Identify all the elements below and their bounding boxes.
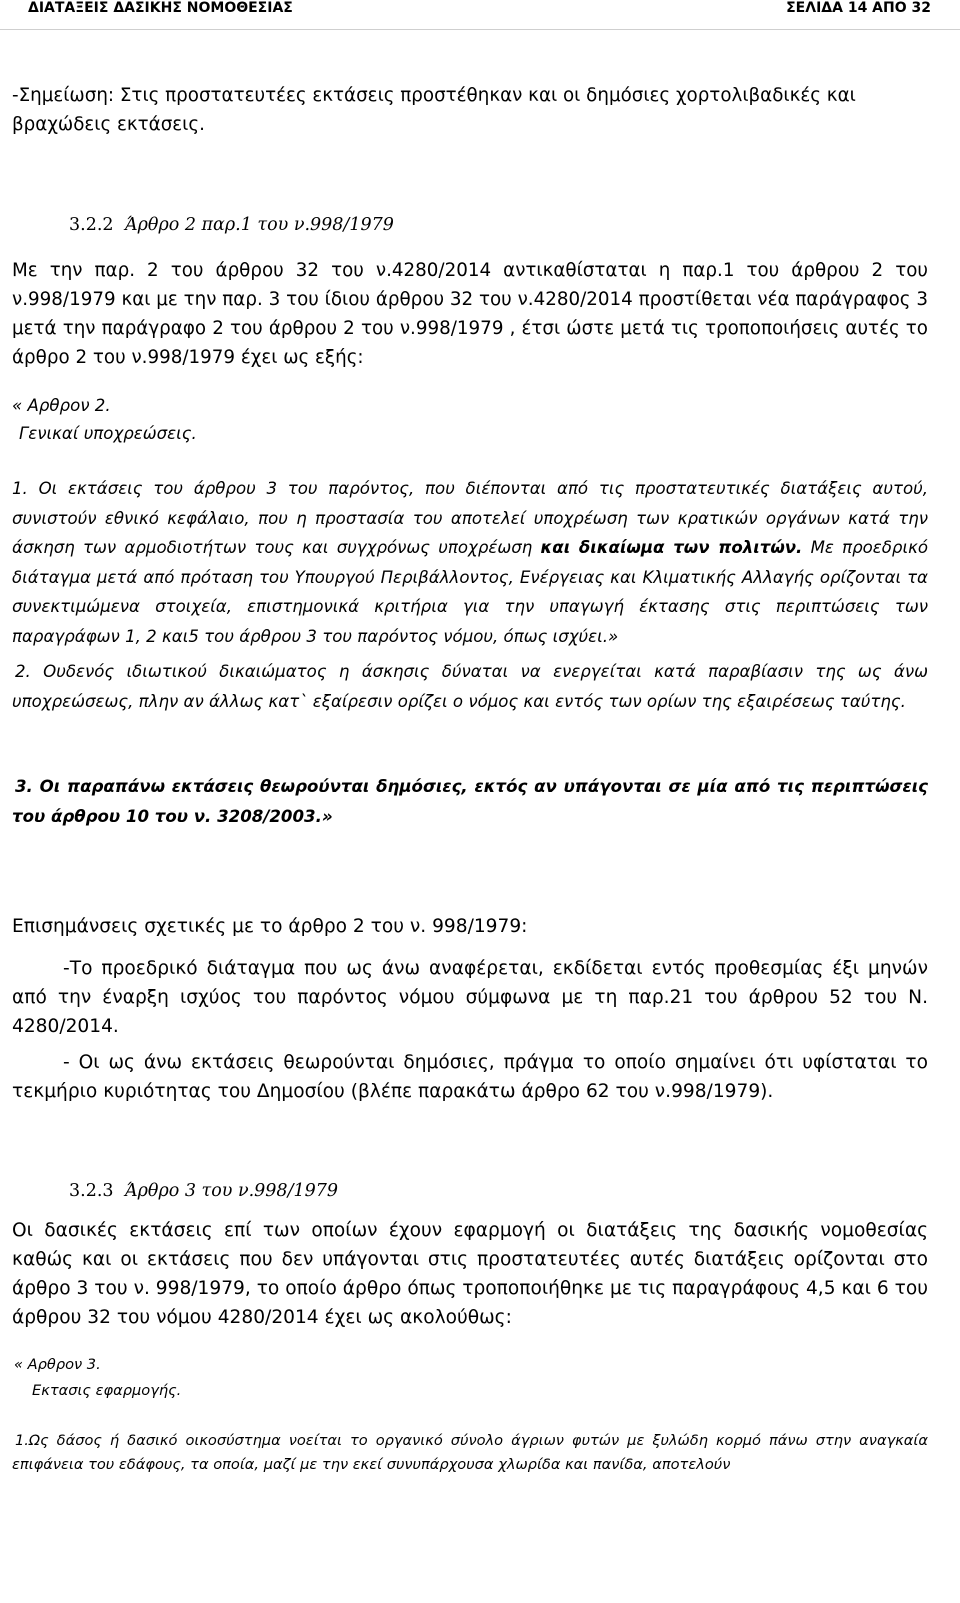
header-page-number: ΣΕΛΙΔΑ 14 ΑΠΟ 32 xyxy=(786,0,931,16)
remarks-item-2: - Οι ως άνω εκτάσεις θεωρούνται δημόσιες, πράγμα το οποίο σημαίνει ότι υφίσταται το τεκμήριο κυριότητας του Δημοσίου (βλέπε παρακάτω άρθρο 62 του ν.998/1979). xyxy=(12,1052,928,1102)
header-title: ΔΙΑΤΑΞΕΙΣ ΔΑΣΙΚΗΣ ΝΟΜΟΘΕΣΙΑΣ xyxy=(28,0,293,16)
section-heading-3-2-3 xyxy=(69,1178,769,1204)
note-paragraph: -Σημείωση: Στις προστατευτέες εκτάσεις προστέθηκαν και οι δημόσιες χορτολιβαδικές και βραχώδεις εκτάσεις. xyxy=(12,85,856,135)
article-2-paragraph-2: 2. Ουδενός ιδιωτικού δικαιώματος η άσκησις δύναται να ενεργείται κατά παραβίασιν της ως άνω υποχρεώσεως, πλην αν άλλως κατ` εξαίρεσιν ορίζει ο νόμος και εντός των ορίων της εξαιρέσεως ταύτης. xyxy=(12,662,928,711)
article-3-heading: « Αρθρον 3. xyxy=(14,1356,101,1373)
article-2-subheading: Γενικαί υποχρεώσεις. xyxy=(19,424,197,443)
article-2-paragraph-1-emphasis: και δικαίωμα των πολιτών. xyxy=(540,538,803,557)
section-number: 3.2.3 xyxy=(69,1181,114,1201)
remarks-item-1: -Το προεδρικό διάταγμα που ως άνω αναφέρεται, εκδίδεται εντός προθεσμίας έξι μηνών από την έναρξη ισχύος του παρόντος νόμου σύμφωνα με τη παρ.21 του άρθρου 52 του Ν. 4280/2014. xyxy=(12,958,928,1037)
article-3-paragraph-1: 1.Ως δάσος ή δασικό οικοσύστημα νοείται το οργανικό σύνολο άγριων φυτών με ξυλώδη κορμό πάνω στην αναγκαία επιφάνεια του εδάφους, τα οποία, μαζί με την εκεί συνυπάρχουσα χλωρίδα και πανίδα, αποτελούν xyxy=(12,1432,928,1473)
section-number: 3.2.2 xyxy=(69,215,114,235)
section-3-2-3-intro: Οι δασικές εκτάσεις επί των οποίων έχουν εφαρμογή οι διατάξεις της δασικής νομοθεσίας καθώς και οι εκτάσεις που δεν υπάγονται στις προστατευτέες αυτές διατάξεις ορίζονται στο άρθρο 3 του ν. 998/1979, το οποίο άρθρο όπως τροποποιήθηκε με τις παραγράφους 4,5 και 6 του άρθρου 32 του νόμου 4280/2014 έχει ως ακολούθως: xyxy=(12,1220,928,1328)
article-2-paragraph-1-text-cont: Με προεδρικό διάταγμα μετά από πρόταση του Υπουργού Περιβάλλοντος, Ενέργειας και Κλιματικής Αλλαγής ορίζονται τα συνεκτιμώμενα στοιχεία, επιστημονικά κριτήρια για την υπαγωγή έκτασης στις περιπτώσεις των παραγράφων 1, 2 και5 του άρθρου 3 του παρόντος νόμου, όπως ισχύει.» xyxy=(12,538,929,646)
article-2-paragraph-1 xyxy=(12,474,928,651)
remarks-heading: Επισημάνσεις σχετικές με το άρθρο 2 του ν. 998/1979: xyxy=(12,916,528,937)
article-2-paragraph-1-text: 1. Οι εκτάσεις του άρθρου 3 του παρόντος, που διέπονται από τις προστατευτικές διατάξεις αυτού, συνιστούν εθνικό κεφάλαιο, που η προστασία του αποτελεί υποχρέωση των κρατικών οργάνων κατά την άσκηση των αρμοδιοτήτων τους και συγχρόνως υποχρέωση xyxy=(12,479,928,557)
section-3-2-2-intro: Με την παρ. 2 του άρθρου 32 του ν.4280/2014 αντικαθίσταται η παρ.1 του άρθρου 2 του ν.998/1979 και με την παρ. 3 του ίδιου άρθρου 32 του ν.4280/2014 προστίθεται νέα παράγραφος 3 μετά την παράγραφο 2 του άρθρου 2 του ν.998/1979 , έτσι ώστε μετά τις τροποποιήσεις αυτές το άρθρο 2 του ν.998/1979 έχει ως εξής: xyxy=(12,260,928,368)
page-header xyxy=(0,0,960,18)
section-title: Άρθρο 3 του ν.998/1979 xyxy=(125,1181,338,1201)
article-2-heading: « Αρθρον 2. xyxy=(12,396,111,415)
section-title: Άρθρο 2 παρ.1 του ν.998/1979 xyxy=(125,215,394,235)
header-divider xyxy=(0,29,960,30)
section-heading-3-2-2 xyxy=(69,212,769,238)
article-3-subheading: Εκτασις εφαρμογής. xyxy=(32,1382,182,1399)
article-2-paragraph-3: 3. Οι παραπάνω εκτάσεις θεωρούνται δημόσιες, εκτός αν υπάγονται σε μία από τις περιπτώσεις του άρθρου 10 του ν. 3208/2003.» xyxy=(12,777,928,826)
